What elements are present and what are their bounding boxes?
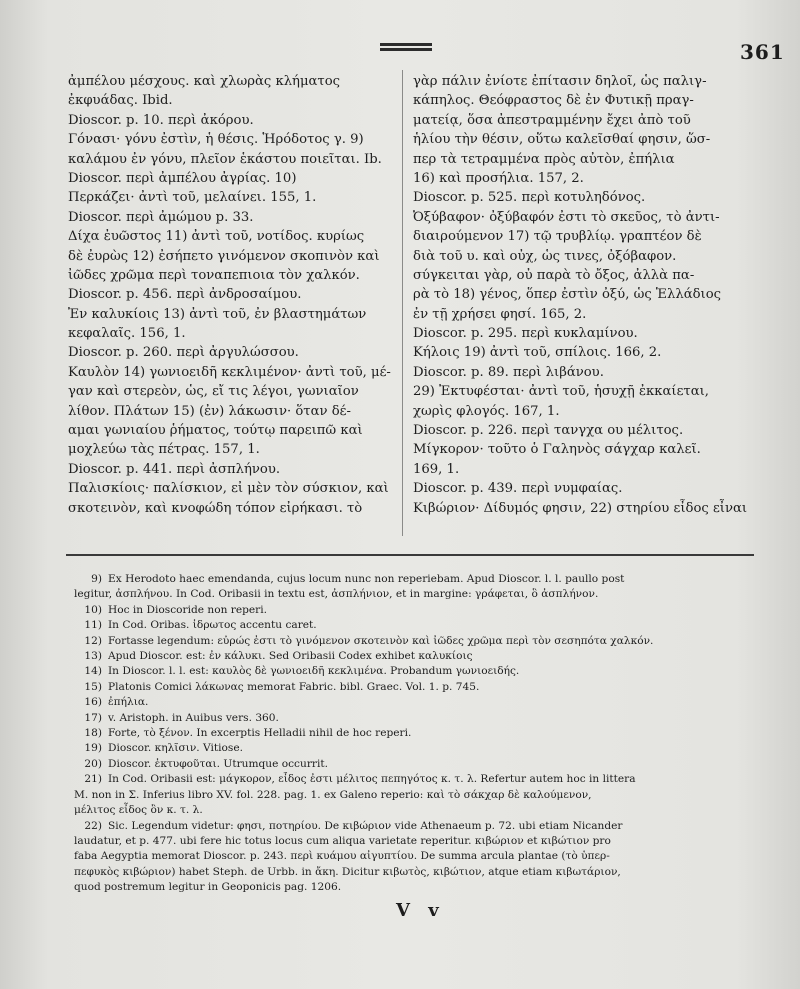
catchword: V v	[396, 900, 445, 921]
left-column	[68, 72, 393, 518]
text-line: ἰῶδες χρῶμα περὶ τοναπεπιοια τὸν χαλκόν.	[68, 267, 360, 283]
footnote	[74, 634, 754, 649]
footnote	[74, 772, 754, 818]
footnote-text: faba Aegyptia memorat Dioscor. p. 243. περὶ κυάμου αἰγυπτίου. De summa arcula plantae (τὸ ὑπερ-	[74, 850, 610, 863]
footnote-text: Dioscor. ἐκτυφοῦται. Utrumque occurrit.	[108, 757, 328, 770]
text-line: περ τὰ τετραμμένα πρὸς αὐτὸν, ἐπήλια	[413, 151, 675, 167]
text-line: κεφαλαῖς. 156, 1.	[68, 326, 186, 342]
footnote	[74, 757, 754, 772]
text-line: γὰρ πάλιν ἐνίοτε ἐπίτασιν δηλοῖ, ὡς παλιγ-	[413, 74, 707, 89]
text-line: σύγκειται γὰρ, οὐ παρὰ τὸ ὄξος, ἀλλὰ πα-	[413, 267, 695, 283]
footnote-text: Dioscor. κηλῖσιν. Vitiose.	[108, 742, 243, 755]
text-line: 16) καὶ προσήλια. 157, 2.	[413, 170, 584, 186]
text-line: Γόνασι· γόνυ ἐστὶν, ἡ θέσις. Ἡρόδοτος γ. 9)	[68, 132, 364, 148]
footnote-text: Ex Herodoto haec emendanda, cujus locum nunc non reperiebam. Apud Dioscor. l. l. paullo post	[108, 573, 625, 585]
text-line: διαιρούμενον 17) τῷ τρυβλίῳ. γραπτέον δὲ	[413, 229, 702, 245]
page-number: 361	[740, 40, 785, 64]
footnote-text: Platonis Comici λάκωνας memorat Fabric. bibl. Graec. Vol. 1. p. 745.	[108, 680, 480, 693]
footnote-number: 22)	[84, 819, 102, 832]
text-line: Κήλοις 19) ἀντὶ τοῦ, σπίλοις. 166, 2.	[413, 345, 662, 361]
text-line: Dioscor. περὶ ἀμπέλου ἀγρίας. 10)	[68, 170, 297, 186]
footnote-number: 20)	[84, 757, 102, 770]
footnote-text: M. non in Σ. Inferius libro XV. fol. 228. pag. 1. ex Galeno reperio: καὶ τὸ σάκχαρ δὲ καλούμενον,	[74, 788, 592, 801]
footnote	[74, 819, 754, 896]
footnote	[74, 711, 754, 726]
right-column	[413, 72, 753, 518]
footnote	[74, 741, 754, 756]
footnote-number: 9)	[91, 573, 102, 585]
footnote-number: 18)	[84, 727, 102, 740]
footnote-number: 12)	[84, 634, 102, 647]
text-line: λίθον. Πλάτων 15) (ἐν) λάκωσιν· ὅταν δέ-	[68, 403, 351, 419]
text-line: Κιβώριον· Δίδυμός φησιν, 22) στηρίου εἶδος εἶναι	[413, 500, 748, 516]
text-line: καλάμου ἐν γόνυ, πλεῖον ἑκάστου ποιεῖται. Ib.	[68, 151, 382, 167]
footnote-number: 10)	[84, 603, 102, 616]
footnote	[74, 726, 754, 741]
footnote-text: Apud Dioscor. est: ἐν κάλυκι. Sed Oribasii Codex exhibet καλυκίοις	[108, 650, 473, 663]
text-line: ἐκφυάδας. Ibid.	[68, 93, 173, 109]
text-line: ματείᾳ, ὅσα ἀπεστραμμένην ἔχει ἀπὸ τοῦ	[413, 112, 691, 128]
footnotes	[74, 572, 754, 896]
footnote-text: Hoc in Dioscoride non reperi.	[108, 603, 267, 616]
footnote-text: quod postremum legitur in Geoponicis pag. 1206.	[74, 881, 342, 894]
text-line: Dioscor. p. 525. περὶ κοτυληδόνος.	[413, 190, 646, 206]
footnote	[74, 618, 754, 633]
text-line: ἐν τῇ χρήσει φησί. 165, 2.	[413, 306, 587, 322]
footnote-text: laudatur, et p. 477. ubi fere hic totus locus cum aliqua varietate reperitur. κιβώριον et κιβώτιον pro	[74, 834, 611, 847]
header-ornament	[380, 43, 432, 57]
text-line: χωρὶς φλογός. 167, 1.	[413, 403, 560, 419]
footnote	[74, 664, 754, 679]
footnote-text: πεφυκὸς κιβώριον) habet Steph. de Urbb. in ἄκη. Dicitur κιβωτὸς, κιβώτιον, atque etiam κιβωτάριον,	[74, 865, 621, 878]
text-line: ἀμπέλου μέσχους. καὶ χλωρὰς κλήματος	[68, 74, 341, 89]
text-line: σκοτεινὸν, καὶ κνοφώδη τόπον εἰρήκασι. τὸ	[68, 500, 363, 516]
text-line: Μίγκορον· τοῦτο ὁ Γαληνὸς σάγχαρ καλεῖ.	[413, 442, 701, 458]
text-line: Παλισκίοις· παλίσκιον, εἰ μὲν τὸν σύσκιον, καὶ	[68, 481, 389, 497]
footnote-text: v. Aristoph. in Auibus vers. 360.	[108, 711, 279, 724]
footnote-text: In Cod. Oribasii est: μάγκορον, εἶδος ἐστι μέλιτος πεπηγότος κ. τ. λ. Refertur autem hoc in littera	[108, 773, 636, 786]
footnote	[74, 603, 754, 618]
footnote-number: 19)	[84, 742, 102, 755]
footnote-number: 16)	[84, 696, 102, 709]
footnote-separator	[66, 554, 754, 556]
text-line: Dioscor. p. 439. περὶ νυμφαίας.	[413, 481, 623, 497]
footnote	[74, 680, 754, 695]
footnote-number: 11)	[84, 619, 102, 632]
text-line: Dioscor. p. 89. περὶ λιβάνου.	[413, 364, 604, 380]
footnote-number: 17)	[84, 711, 102, 724]
text-line: Δίχα ἐυῶστος 11) ἀντὶ τοῦ, νοτίδος. κυρίως	[68, 229, 365, 245]
text-line: Dioscor. p. 226. περὶ τανγχα ου μέλιτος.	[413, 423, 684, 439]
footnote-text: In Dioscor. l. l. est: καυλὸς δὲ γωνιοειδῆ κεκλιμένα. Probandum γωνιοειδής.	[108, 665, 520, 678]
footnote	[74, 572, 754, 603]
footnote-text: Fortasse legendum: εὐρώς ἐστι τὸ γινόμενον σκοτεινὸν καὶ ἰῶδες χρῶμα περὶ τὸν σεσηπότα χαλκόν.	[108, 634, 654, 647]
footnote	[74, 695, 754, 710]
footnote	[74, 649, 754, 664]
footnote-number: 14)	[84, 665, 102, 678]
footnote-number: 15)	[84, 680, 102, 693]
text-line: Dioscor. p. 295. περὶ κυκλαμίνου.	[413, 326, 638, 342]
text-line: 29) Ἐκτυφέσται· ἀντὶ τοῦ, ἡσυχῇ ἐκκαίεται,	[413, 384, 709, 400]
text-line: γαν καὶ στερεὸν, ὡς, εἴ τις λέγοι, γωνιαῖον	[68, 384, 359, 400]
footnote-number: 13)	[84, 650, 102, 663]
text-line: 169, 1.	[413, 461, 460, 477]
text-line: Ἐν καλυκίοις 13) ἀντὶ τοῦ, ἐν βλαστημάτων	[68, 306, 367, 322]
footnote-text: In Cod. Oribas. ἱδρωτος accentu caret.	[108, 619, 317, 632]
text-line: Dioscor. p. 10. περὶ ἀκόρου.	[68, 112, 254, 128]
text-line: ρὰ τὸ 18) γένος, ὅπερ ἐστὶν ὀξύ, ὡς Ἑλλάδιος	[413, 287, 722, 303]
text-line: αμαι γωνιαίου ῥήματος, τούτῳ παρειπῶ καὶ	[68, 423, 363, 439]
column-divider	[402, 70, 403, 536]
text-line: Dioscor. περὶ ἀμώμου p. 33.	[68, 209, 254, 225]
footnote-text: μέλιτος εἶδος ὂν κ. τ. λ.	[74, 804, 203, 817]
footnote-text: legitur, ἀσπλήνου. In Cod. Oribasii in textu est, ἀσπλήνιον, et in margine: γράφεται, ὃ ἀσπλήνον.	[74, 588, 599, 601]
text-line: Dioscor. p. 456. περὶ ἀνδροσαίμου.	[68, 287, 302, 303]
text-line: Ὀξύβαφον· ὀξύβαφόν ἐστι τὸ σκεῦος, τὸ ἀντι-	[413, 209, 720, 225]
text-line: Καυλὸν 14) γωνιοειδῆ κεκλιμένον· ἀντὶ τοῦ, μέ-	[68, 364, 391, 380]
footnote-text: Sic. Legendum videtur: φησι, ποτηρίου. De κιβώριον vide Athenaeum p. 72. ubi etiam Nicander	[108, 819, 623, 832]
text-line: Dioscor. p. 260. περὶ ἀργυλώσσου.	[68, 345, 299, 361]
text-line: Περκάζει· ἀντὶ τοῦ, μελαίνει. 155, 1.	[68, 190, 317, 206]
text-line: διὰ τοῦ υ. καὶ οὐχ, ὡς τινες, ὀξόβαφον.	[413, 248, 677, 264]
text-line: Dioscor. p. 441. περὶ ἀσπλήνου.	[68, 461, 281, 477]
text-line: ἡλίου τὴν θέσιν, οὕτω καλεῖσθαί φησιν, ὥσ-	[413, 132, 711, 148]
footnote-text: ἐπήλια.	[108, 696, 149, 709]
footnote-number: 21)	[84, 773, 102, 786]
text-line: δὲ ἐυρὼς 12) ἐσήπετο γινόμενον σκοπινὸν καὶ	[68, 248, 380, 264]
text-line: μοχλεύω τὰς πέτρας. 157, 1.	[68, 442, 260, 458]
footnote-text: Forte, τὸ ξένον. In excerptis Helladii nihil de hoc reperi.	[108, 727, 412, 740]
text-line: κάπηλος. Θεόφραστος δὲ ἐν Φυτικῇ πραγ-	[413, 93, 694, 109]
